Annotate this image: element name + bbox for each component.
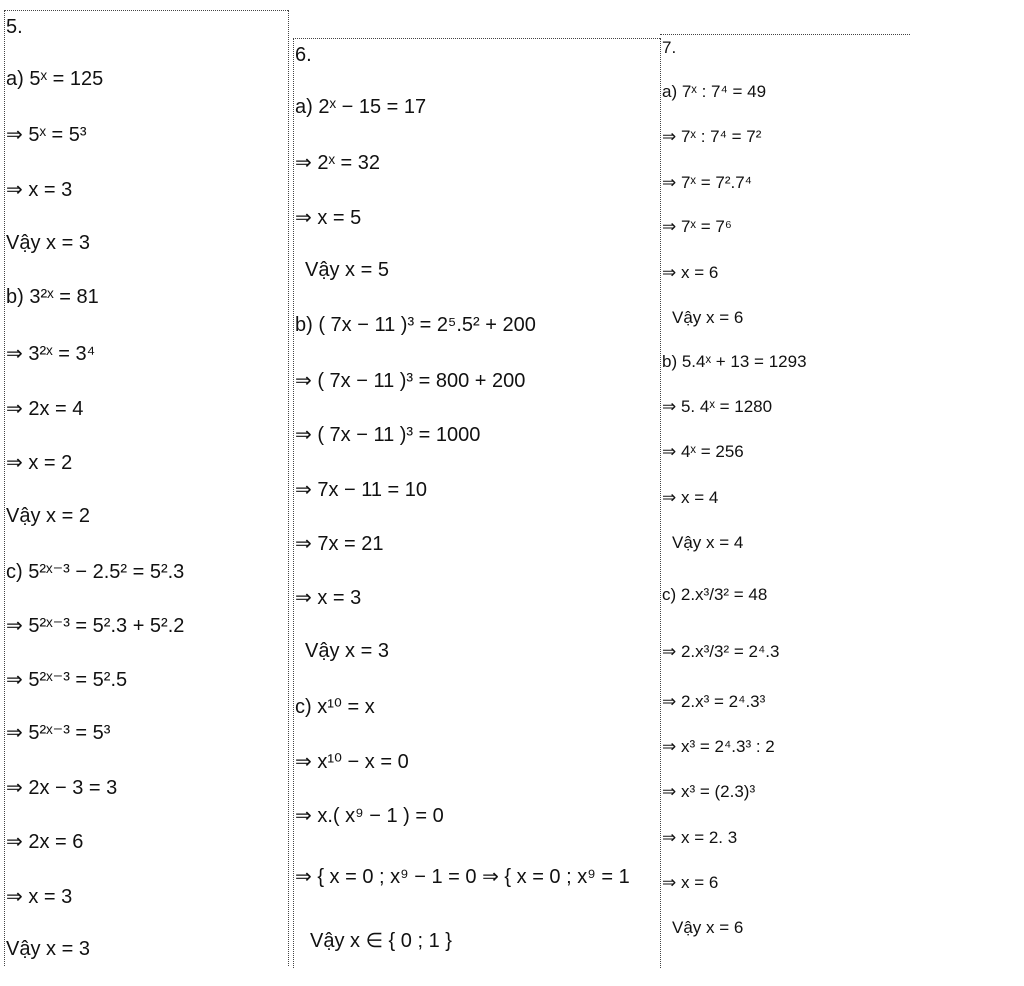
math-line: c) 2.x³/3² = 48 bbox=[662, 585, 768, 604]
math-line: ⇒ x = 5 bbox=[295, 207, 362, 229]
math-line: ⇒ 7ˣ = 7⁶ bbox=[662, 217, 732, 236]
math-line: b) 5.4ˣ + 13 = 1293 bbox=[662, 352, 807, 371]
math-line: ⇒ x = 6 bbox=[662, 263, 719, 282]
exercise-6-heading: 6. bbox=[295, 44, 312, 66]
math-line: ⇒ x = 2. 3 bbox=[662, 828, 738, 847]
exercise-5-heading: 5. bbox=[6, 16, 23, 38]
math-line: ⇒ 7x = 21 bbox=[295, 533, 384, 555]
col7-top-border bbox=[660, 34, 910, 35]
math-line: ⇒ 4ˣ = 256 bbox=[662, 442, 744, 461]
math-line: ⇒ ( 7x − 11 )³ = 800 + 200 bbox=[295, 370, 526, 392]
math-line: ⇒ 5²ˣ⁻³ = 5².3 + 5².2 bbox=[6, 615, 185, 637]
math-line: ⇒ 2.x³/3² = 2⁴.3 bbox=[662, 642, 780, 661]
math-line: b) 3²ˣ = 81 bbox=[6, 286, 99, 308]
math-line: a) 7ˣ : 7⁴ = 49 bbox=[662, 82, 767, 101]
math-line: ⇒ 5ˣ = 5³ bbox=[6, 124, 87, 146]
col5-right-border bbox=[288, 10, 289, 966]
math-line: Vậy x = 6 bbox=[672, 918, 744, 937]
math-line: ⇒ 2ˣ = 32 bbox=[295, 152, 381, 174]
math-line: Vậy x = 4 bbox=[672, 533, 744, 552]
math-line: ⇒ 7ˣ : 7⁴ = 7² bbox=[662, 127, 762, 146]
math-line: ⇒ 5²ˣ⁻³ = 5³ bbox=[6, 722, 111, 744]
math-line: ⇒ 2x = 6 bbox=[6, 831, 84, 853]
math-line: c) x¹⁰ = x bbox=[295, 696, 375, 718]
math-line: ⇒ 7x − 11 = 10 bbox=[295, 479, 428, 501]
math-line: b) ( 7x − 11 )³ = 2⁵.5² + 200 bbox=[295, 314, 536, 336]
math-line: ⇒ x = 6 bbox=[662, 873, 719, 892]
math-line: Vậy x = 3 bbox=[6, 938, 90, 960]
math-line: ⇒ 2x = 4 bbox=[6, 398, 84, 420]
math-line: a) 5ˣ = 125 bbox=[6, 68, 104, 90]
math-line: ⇒ 2.x³ = 2⁴.3³ bbox=[662, 692, 766, 711]
math-line: ⇒ 5. 4ˣ = 1280 bbox=[662, 397, 773, 416]
math-line: ⇒ x = 3 bbox=[6, 886, 73, 908]
math-line: Vậy x = 3 bbox=[6, 232, 90, 254]
col5-left-border bbox=[4, 10, 5, 966]
math-line: ⇒ 7ˣ = 7².7⁴ bbox=[662, 173, 752, 192]
col6-right-border bbox=[660, 38, 661, 968]
math-line: ⇒ 2x − 3 = 3 bbox=[6, 777, 118, 799]
math-line: ⇒ x.( x⁹ − 1 ) = 0 bbox=[295, 805, 444, 827]
math-line: ⇒ 5²ˣ⁻³ = 5².5 bbox=[6, 669, 128, 691]
math-line: ⇒ 3²ˣ = 3⁴ bbox=[6, 343, 96, 365]
math-line: ⇒ x = 4 bbox=[662, 488, 719, 507]
math-line: ⇒ x¹⁰ − x = 0 bbox=[295, 751, 409, 773]
math-line: a) 2ˣ − 15 = 17 bbox=[295, 96, 427, 118]
math-line: ⇒ x³ = (2.3)³ bbox=[662, 782, 756, 801]
math-line: Vậy x = 3 bbox=[305, 640, 389, 662]
math-line: ⇒ ( 7x − 11 )³ = 1000 bbox=[295, 424, 481, 446]
math-line: Vậy x = 5 bbox=[305, 259, 389, 281]
col5-top-border bbox=[4, 10, 288, 11]
exercise-7-heading: 7. bbox=[662, 38, 677, 57]
math-line: ⇒ x³ = 2⁴.3³ : 2 bbox=[662, 737, 775, 756]
math-line: Vậy x ∈ { 0 ; 1 } bbox=[310, 930, 452, 952]
math-line: Vậy x = 6 bbox=[672, 308, 744, 327]
math-line-system: ⇒ { x = 0 ; x⁹ − 1 = 0 ⇒ { x = 0 ; x⁹ = 1 bbox=[295, 866, 630, 888]
math-line: Vậy x = 2 bbox=[6, 505, 90, 527]
math-line: ⇒ x = 2 bbox=[6, 452, 73, 474]
col6-left-border bbox=[293, 38, 294, 968]
math-line: c) 5²ˣ⁻³ − 2.5² = 5².3 bbox=[6, 561, 185, 583]
col6-top-border bbox=[293, 38, 660, 39]
math-line: ⇒ x = 3 bbox=[6, 179, 73, 201]
math-line: ⇒ x = 3 bbox=[295, 587, 362, 609]
